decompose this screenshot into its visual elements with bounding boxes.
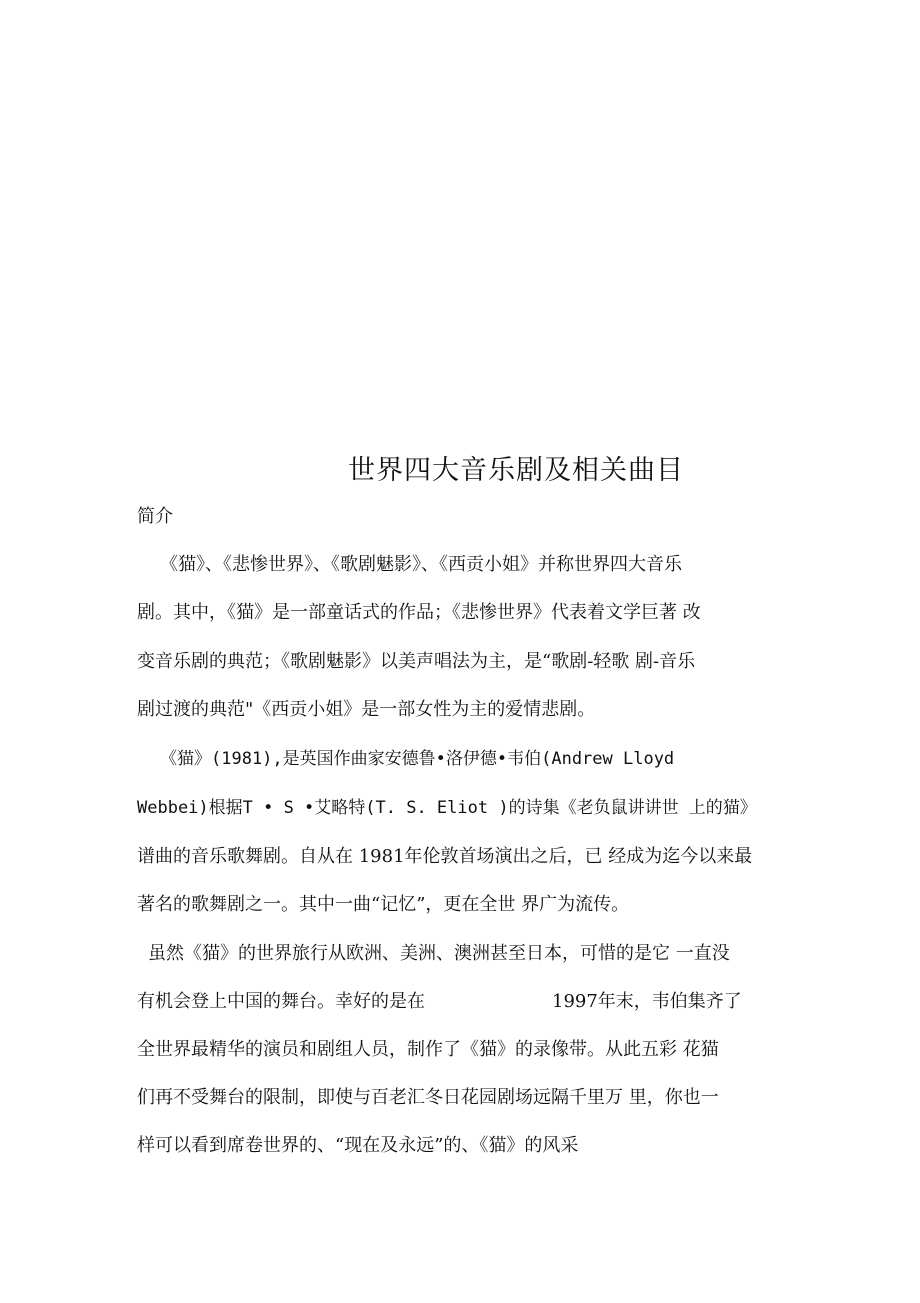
paragraph-line: 变音乐剧的典范；《歌剧魅影》以美声唱法为主，是“歌剧-轻歌 剧-音乐 <box>137 651 696 672</box>
paragraph-line: 1997年末，韦伯集齐了 <box>552 991 742 1012</box>
paragraph-line: 《猫》、《悲惨世界》、《歌剧魅影》、《西贡小姐》并称世界四大音乐 <box>160 554 682 575</box>
section-heading: 简介 <box>137 506 173 527</box>
paragraph-line: 剧过渡的典范"《西贡小姐》是一部女性为主的爱情悲剧。 <box>137 699 596 720</box>
paragraph-line: 样可以看到席卷世界的、“现在及永远”的、《猫》的风采 <box>137 1135 579 1156</box>
paragraph-line: 有机会登上中国的舞台。幸好的是在 <box>137 991 425 1012</box>
paragraph-line: Webbei)根据T • S •艾略特(T. S. Eliot )的诗集《老负鼠讲讲世 上的猫》 <box>137 798 757 818</box>
paragraph-line: 著名的歌舞剧之一。其中一曲“记忆”，更在全世 界广为流传。 <box>137 894 630 915</box>
document-title: 世界四大音乐剧及相关曲目 <box>348 455 684 486</box>
paragraph-line: 全世界最精华的演员和剧组人员，制作了《猫》的录像带。从此五彩 花猫 <box>137 1039 719 1060</box>
paragraph-line: 《猫》(1981),是英国作曲家安德鲁•洛伊德•韦伯(Andrew Lloyd <box>160 749 675 769</box>
paragraph-line: 们再不受舞台的限制，即使与百老汇冬日花园剧场远隔千里万 里，你也一 <box>137 1087 719 1108</box>
paragraph-line: 谱曲的音乐歌舞剧。自从在 1981年伦敦首场演出之后，已 经成为迄今以来最 <box>137 846 753 867</box>
paragraph-line: 剧。其中，《猫》是一部童话式的作品；《悲惨世界》代表着文学巨著 改 <box>137 602 701 623</box>
paragraph-line: 虽然《猫》的世界旅行从欧洲、美洲、澳洲甚至日本，可惜的是它 一直没 <box>148 943 730 964</box>
